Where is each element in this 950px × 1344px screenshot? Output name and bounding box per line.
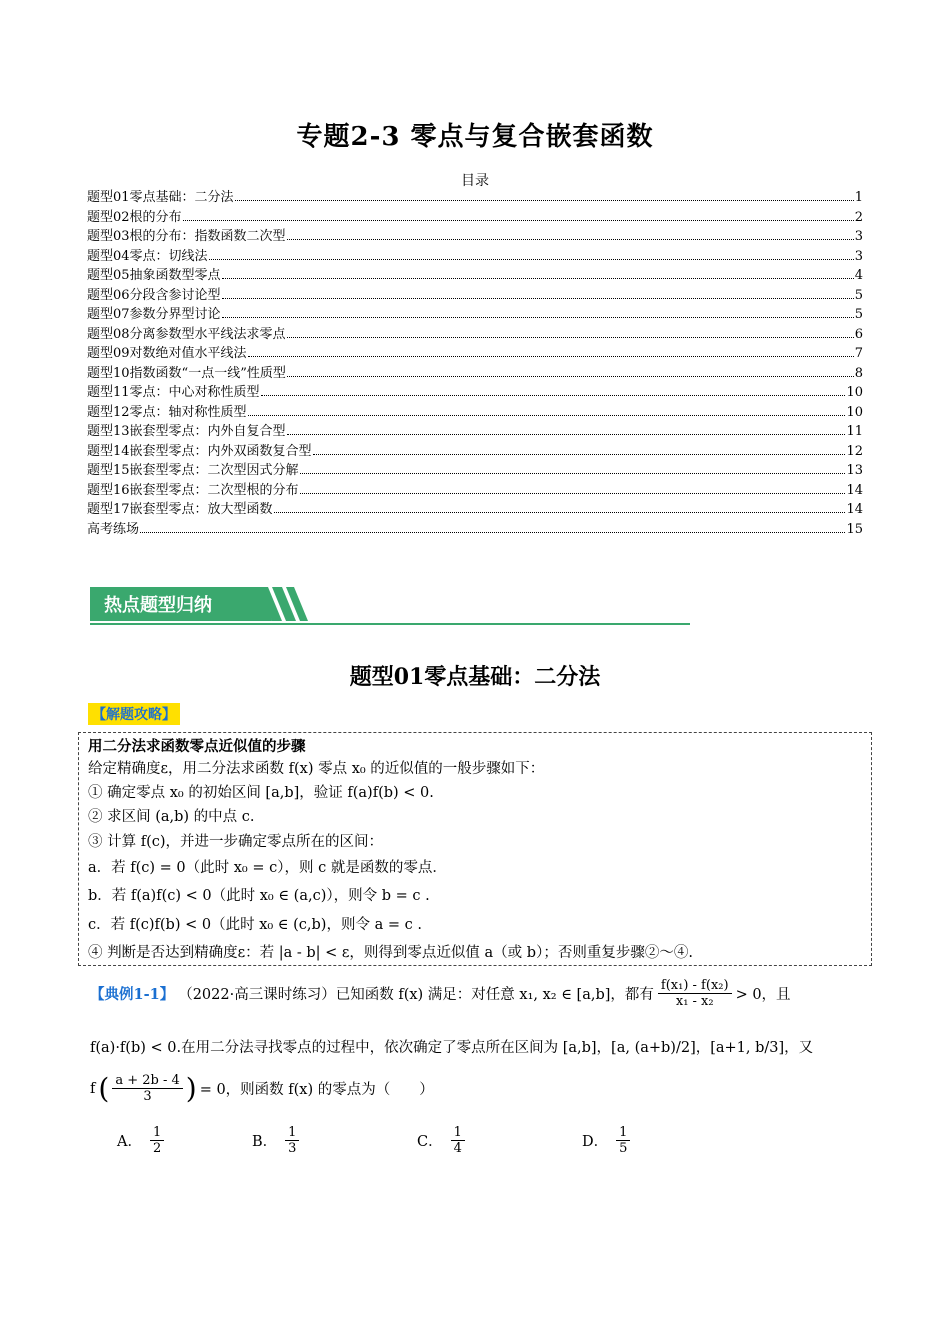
option-c[interactable] bbox=[417, 1125, 465, 1156]
toc-leader-dots bbox=[287, 376, 854, 377]
toc-entry[interactable] bbox=[87, 481, 863, 501]
example-text: > 0，且 bbox=[735, 987, 791, 1003]
fraction-numerator: 1 bbox=[285, 1125, 299, 1141]
fraction-numerator: 1 bbox=[451, 1125, 465, 1141]
toc-entry[interactable] bbox=[87, 383, 863, 403]
toc-entry-page: 5 bbox=[854, 307, 863, 322]
toc-entry[interactable] bbox=[87, 188, 863, 208]
toc-entry-page: 11 bbox=[846, 424, 863, 439]
toc-entry-label: 题型16嵌套型零点：二次型根的分布 bbox=[87, 482, 299, 498]
toc-entry-label: 题型03根的分布：指数函数二次型 bbox=[87, 229, 286, 244]
toc-entry-label: 题型15嵌套型零点：二次型因式分解 bbox=[87, 463, 299, 478]
toc-entry-page: 10 bbox=[846, 385, 863, 400]
section-title: 题型01零点基础：二分法 bbox=[349, 664, 601, 690]
toc-leader-dots bbox=[287, 434, 846, 435]
toc-entry-page: 13 bbox=[846, 463, 863, 478]
document-title: 专题2-3 零点与复合嵌套函数 bbox=[296, 122, 654, 152]
banner-text: 热点题型归纳 bbox=[104, 595, 212, 616]
fraction-numerator: f(x₁) - f(x₂) bbox=[658, 978, 732, 994]
toc-entry[interactable] bbox=[87, 247, 863, 267]
toc-entry-label: 题型11零点：中心对称性质型 bbox=[87, 385, 260, 400]
example-text: f bbox=[90, 1080, 96, 1097]
box-line: c．若 f(c)f(b) < 0（此时 x₀ ∈ (c,b)，则令 a = c . bbox=[88, 917, 422, 933]
toc-entry[interactable] bbox=[87, 266, 863, 286]
toc-entry[interactable] bbox=[87, 500, 863, 520]
toc-entry-page: 4 bbox=[854, 268, 863, 283]
box-line: a．若 f(c) = 0（此时 x₀ = c），则 c 就是函数的零点． bbox=[88, 860, 447, 876]
toc-leader-dots bbox=[248, 356, 854, 357]
toc-leader-dots bbox=[222, 298, 854, 299]
example-line-1 bbox=[90, 978, 791, 1009]
toc-entry[interactable] bbox=[87, 520, 863, 540]
option-fraction bbox=[150, 1125, 164, 1156]
toc-entry-label: 题型12零点：轴对称性质型 bbox=[87, 404, 247, 420]
fraction-numerator: a + 2b - 4 bbox=[112, 1073, 182, 1089]
toc-leader-dots bbox=[209, 259, 854, 260]
option-fraction bbox=[451, 1125, 465, 1156]
toc-entry-label: 题型14嵌套型零点：内外双函数复合型 bbox=[87, 443, 312, 459]
toc-leader-dots bbox=[248, 415, 846, 416]
table-of-contents bbox=[87, 188, 863, 539]
box-line: ④ 判断是否达到精确度ε：若 |a - b| < ε，则得到零点近似值 a（或 b）；否则重复步骤②～④. bbox=[88, 945, 693, 961]
box-line: b．若 f(a)f(c) < 0（此时 x₀ ∈ (a,c)），则令 b = c . bbox=[88, 888, 430, 904]
option-d[interactable] bbox=[582, 1125, 630, 1156]
toc-leader-dots bbox=[222, 317, 854, 318]
toc-entry[interactable] bbox=[87, 364, 863, 384]
paren-right: ) bbox=[185, 1072, 197, 1105]
toc-entry-page: 10 bbox=[846, 404, 863, 420]
fraction-numerator: 1 bbox=[150, 1125, 164, 1141]
fraction-denominator: x₁ - x₂ bbox=[675, 994, 714, 1009]
box-line: ① 确定零点 x₀ 的初始区间 [a,b]，验证 f(a)f(b) < 0. bbox=[88, 785, 434, 801]
toc-leader-dots bbox=[287, 337, 854, 338]
option-label: C． bbox=[417, 1134, 443, 1150]
toc-entry-label: 题型01零点基础：二分法 bbox=[87, 190, 234, 205]
toc-entry-label: 高考练场 bbox=[87, 521, 140, 537]
toc-entry-page: 14 bbox=[846, 482, 863, 498]
toc-entry[interactable] bbox=[87, 305, 863, 325]
toc-leader-dots bbox=[300, 493, 846, 494]
box-heading: 用二分法求函数零点近似值的步骤 bbox=[88, 739, 306, 755]
toc-entry-page: 7 bbox=[854, 346, 863, 361]
fraction-numerator: 1 bbox=[616, 1125, 630, 1141]
toc-leader-dots bbox=[140, 532, 845, 533]
toc-entry-label: 题型08分离参数型水平线法求零点 bbox=[87, 326, 286, 342]
fraction-denominator: 5 bbox=[619, 1141, 628, 1156]
paren-left: ( bbox=[98, 1072, 110, 1105]
toc-entry[interactable] bbox=[87, 325, 863, 345]
toc-entry-label: 题型07参数分界型讨论 bbox=[87, 307, 221, 322]
toc-entry-page: 1 bbox=[854, 190, 863, 205]
example-tag: 【典例1-1】 bbox=[90, 986, 175, 1003]
toc-leader-dots bbox=[274, 512, 846, 513]
box-line: ③ 计算 f(c)，并进一步确定零点所在的区间： bbox=[88, 834, 384, 850]
toc-entry-label: 题型13嵌套型零点：内外自复合型 bbox=[87, 424, 286, 439]
toc-leader-dots bbox=[235, 200, 854, 201]
toc-leader-dots bbox=[261, 395, 846, 396]
toc-entry-page: 6 bbox=[854, 326, 863, 342]
toc-entry[interactable] bbox=[87, 461, 863, 481]
fraction-denominator: 2 bbox=[152, 1141, 162, 1156]
toc-entry-label: 题型06分段含参讨论型 bbox=[87, 287, 221, 303]
fraction-denominator: 4 bbox=[453, 1141, 462, 1156]
option-a[interactable] bbox=[117, 1125, 164, 1156]
option-fraction bbox=[285, 1125, 299, 1156]
option-b[interactable] bbox=[252, 1125, 299, 1156]
strategy-tag: 【解题攻略】 bbox=[88, 703, 180, 725]
example-text: = 0，则函数 f(x) 的零点为（ ） bbox=[199, 1082, 434, 1098]
fraction-denominator: 3 bbox=[288, 1141, 297, 1156]
toc-entry-page: 5 bbox=[854, 287, 863, 303]
option-label: B． bbox=[252, 1134, 278, 1150]
toc-leader-dots bbox=[287, 239, 854, 240]
toc-entry[interactable] bbox=[87, 344, 863, 364]
toc-entry-label: 题型09对数绝对值水平线法 bbox=[87, 346, 247, 361]
example-line-3 bbox=[90, 1072, 434, 1105]
toc-entry-page: 14 bbox=[846, 502, 863, 517]
argument-fraction bbox=[112, 1073, 182, 1104]
option-label: D． bbox=[582, 1134, 609, 1150]
box-line: ② 求区间 (a,b) 的中点 c. bbox=[88, 809, 255, 825]
toc-entry[interactable] bbox=[87, 227, 863, 247]
section-banner bbox=[90, 583, 690, 625]
toc-entry-label: 题型04零点：切线法 bbox=[87, 248, 208, 264]
toc-leader-dots bbox=[300, 473, 846, 474]
toc-leader-dots bbox=[183, 220, 854, 221]
toc-entry[interactable] bbox=[87, 286, 863, 306]
toc-entry-page: 15 bbox=[846, 521, 863, 537]
toc-entry-label: 题型05抽象函数型零点 bbox=[87, 268, 221, 283]
banner-underline bbox=[90, 623, 690, 625]
fraction-denominator: 3 bbox=[143, 1089, 152, 1104]
toc-entry-label: 题型02根的分布 bbox=[87, 209, 182, 225]
toc-entry[interactable] bbox=[87, 422, 863, 442]
example-text: （2022·高三课时练习）已知函数 f(x) 满足：对任意 x₁, x₂ ∈ [a,b]，都有 bbox=[178, 987, 654, 1003]
toc-entry[interactable] bbox=[87, 403, 863, 423]
example-line-2: f(a)·f(b) < 0.在用二分法寻找零点的过程中，依次确定了零点所在区间为 [a,b]，[a, (a+b)/2]，[a+1, b/3]，又 bbox=[90, 1040, 814, 1056]
option-fraction bbox=[616, 1125, 630, 1156]
toc-entry-label: 题型17嵌套型零点：放大型函数 bbox=[87, 502, 273, 517]
option-label: A． bbox=[117, 1134, 142, 1150]
toc-entry-page: 3 bbox=[854, 229, 863, 244]
toc-entry-page: 3 bbox=[854, 248, 863, 264]
toc-leader-dots bbox=[313, 454, 846, 455]
toc-entry-label: 题型10指数函数“一点一线”性质型 bbox=[87, 365, 286, 381]
toc-heading: 目录 bbox=[461, 173, 489, 189]
toc-entry-page: 12 bbox=[846, 443, 863, 459]
toc-entry[interactable] bbox=[87, 442, 863, 462]
toc-leader-dots bbox=[222, 278, 854, 279]
toc-entry[interactable] bbox=[87, 208, 863, 228]
toc-entry-page: 8 bbox=[854, 365, 863, 381]
difference-quotient bbox=[658, 978, 732, 1009]
box-line: 给定精确度ε，用二分法求函数 f(x) 零点 x₀ 的近似值的一般步骤如下： bbox=[88, 761, 545, 777]
toc-entry-page: 2 bbox=[854, 209, 863, 225]
